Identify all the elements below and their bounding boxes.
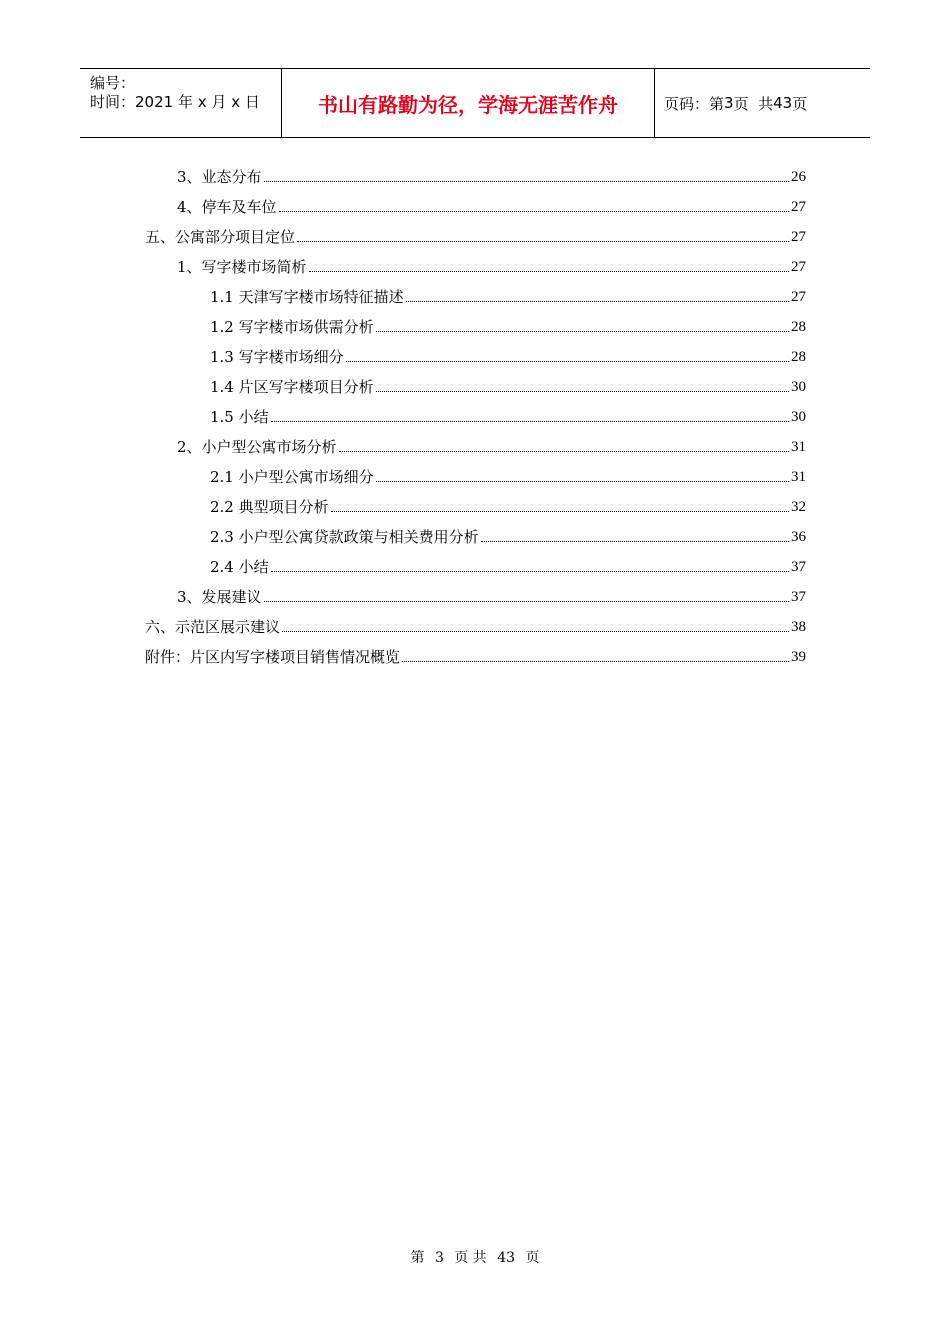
toc-leader-dots [309,271,789,272]
toc-entry-page: 37 [791,559,806,575]
toc-leader-dots [282,631,789,632]
month-unit: 月 [211,93,227,111]
toc-leader-dots [271,421,789,422]
toc-leader-dots [331,511,789,512]
toc-entry[interactable] [177,576,806,606]
page-header [80,68,870,138]
toc-entry-page: 38 [791,619,806,635]
toc-entry[interactable] [210,366,806,396]
time-line [90,91,260,112]
day: x [231,93,241,111]
toc-entry-page: 31 [791,469,806,485]
toc-entry[interactable] [145,606,806,636]
footer-total: 43 [497,1250,516,1266]
day-unit: 日 [244,93,260,111]
toc-entry-label: 五、公寓部分项目定位 [145,228,296,246]
toc-entry[interactable] [210,456,806,486]
toc-entry[interactable] [210,516,806,546]
footer-current: 3 [434,1250,444,1266]
toc-entry-page: 26 [791,169,806,185]
toc-entry-label: 2.1 小户型公寓市场细分 [210,468,374,486]
toc-leader-dots [264,181,789,182]
toc-entry[interactable] [210,546,806,576]
toc-leader-dots [481,541,789,542]
toc-leader-dots [264,601,789,602]
toc-entry-page: 28 [791,349,806,365]
toc-entry-label: 3、发展建议 [177,588,262,606]
page-suffix: 页 [792,94,808,113]
toc-leader-dots [271,571,789,572]
time-label: 时间： [90,93,136,111]
toc-entry[interactable] [145,216,806,246]
footer-suffix: 页 [525,1250,540,1266]
toc-leader-dots [376,391,789,392]
month: x [197,93,207,111]
toc-entry-label: 附件：片区内写字楼项目销售情况概览 [145,648,401,666]
toc-entry-label: 3、业态分布 [177,168,262,186]
page-mid: 页 共 [733,94,774,113]
toc-entry-page: 37 [791,589,806,605]
toc-entry[interactable] [210,306,806,336]
year-unit: 年 [177,93,193,111]
toc-leader-dots [279,211,789,212]
toc-entry[interactable] [177,156,806,186]
year: 2021 [135,93,174,111]
toc-entry-label: 2.2 典型项目分析 [210,498,329,516]
toc-leader-dots [346,361,789,362]
toc-entry-label: 1.4 片区写字楼项目分析 [210,378,374,396]
toc-leader-dots [402,661,789,662]
toc-entry[interactable] [210,486,806,516]
toc-entry-label: 1.1 天津写字楼市场特征描述 [210,288,404,306]
toc-entry[interactable] [145,636,806,666]
toc-entry-label: 4、停车及车位 [177,198,277,216]
toc-leader-dots [339,451,789,452]
footer-prefix: 第 [410,1250,425,1266]
toc-entry-page: 30 [791,379,806,395]
toc-leader-dots [406,301,789,302]
toc-entry-label: 1.2 写字楼市场供需分析 [210,318,374,336]
toc-entry[interactable] [177,246,806,276]
header-page-number [664,69,870,137]
toc-leader-dots [376,331,789,332]
toc-entry-label: 1.5 小结 [210,408,269,426]
header-slogan: 书山有路勤为径，学海无涯苦作舟 [282,69,655,137]
toc-entry-page: 27 [791,259,806,275]
toc-entry[interactable] [210,276,806,306]
toc-entry-label: 2、小户型公寓市场分析 [177,438,337,456]
toc-entry-page: 27 [791,229,806,245]
header-meta [80,69,282,137]
code-label: 编号： [90,74,136,92]
toc-entry-page: 30 [791,409,806,425]
page-prefix: 页码：第 [664,94,725,113]
toc-entry[interactable] [210,396,806,426]
page-current: 3 [724,94,734,112]
footer-mid: 页 共 [454,1250,487,1266]
toc-entry-page: 31 [791,439,806,455]
toc-entry-label: 2.3 小户型公寓贷款政策与相关费用分析 [210,528,479,546]
toc-entry-label: 2.4 小结 [210,558,269,576]
toc-entry-page: 32 [791,499,806,515]
toc-leader-dots [297,241,789,242]
toc-entry[interactable] [177,426,806,456]
toc-entry-page: 27 [791,199,806,215]
toc-entry-page: 27 [791,289,806,305]
toc-entry-label: 1.3 写字楼市场细分 [210,348,344,366]
toc-entry-label: 六、示范区展示建议 [145,618,281,636]
page-footer [0,1247,950,1267]
toc-entry[interactable] [177,186,806,216]
page-total: 43 [773,94,793,112]
toc-entry-page: 28 [791,319,806,335]
toc-entry[interactable] [210,336,806,366]
toc-leader-dots [376,481,789,482]
toc-entry-page: 36 [791,529,806,545]
toc-entry-label: 1、写字楼市场简析 [177,258,307,276]
toc-entry-page: 39 [791,649,806,665]
